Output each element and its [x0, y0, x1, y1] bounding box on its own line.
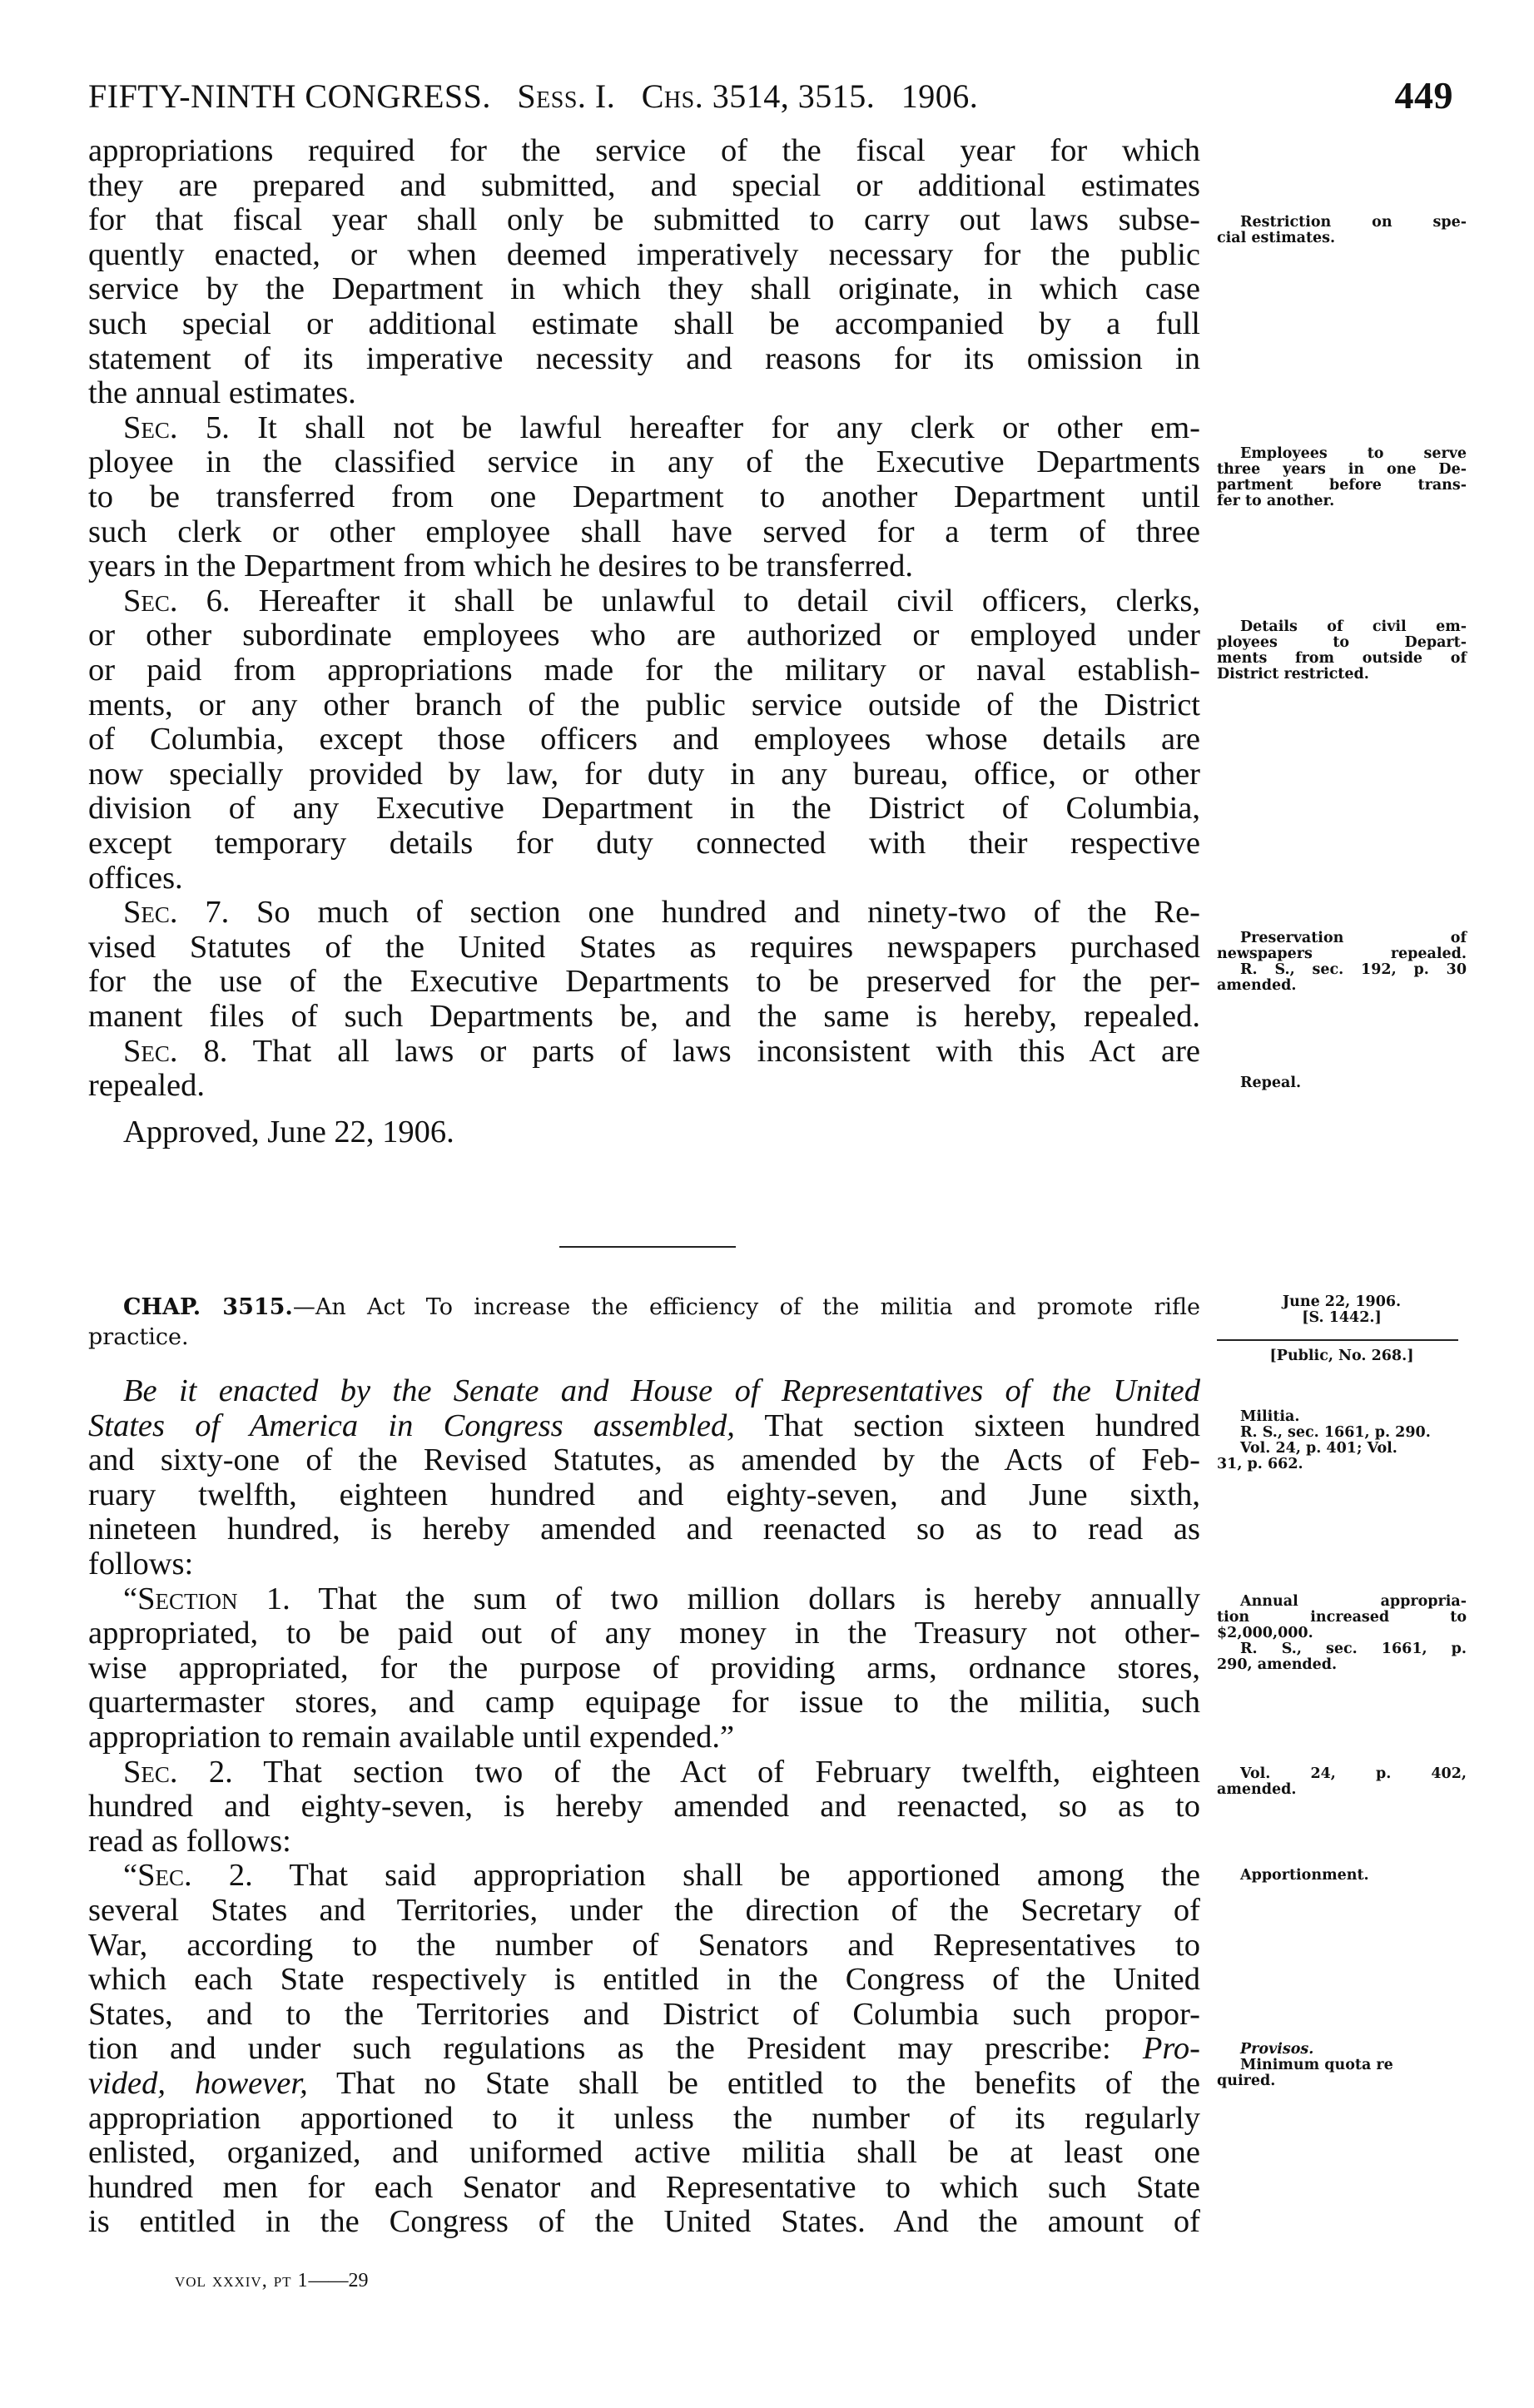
line-text: 5. It shall not be lawful hereafter for any clerk or other em-	[177, 410, 1200, 445]
text-line	[88, 202, 1200, 237]
text-line	[88, 757, 1200, 792]
text-line	[88, 1858, 1200, 1893]
line-text: ments, or any other branch of the public service outside of the District	[88, 687, 1200, 722]
line-text: now specially provided by law, for duty in any bureau, office, or other	[88, 756, 1200, 792]
line-text: to be transferred from one Department to another Department until	[88, 479, 1200, 514]
margin-note-line: newspapers repealed.	[1217, 946, 1467, 962]
text-line	[88, 1442, 1200, 1477]
margin-note-line: amended.	[1217, 977, 1297, 994]
line-text: division of any Executive Department in the District of Columbia,	[88, 791, 1200, 827]
text-line	[88, 1408, 1200, 1443]
text-line	[88, 791, 1200, 826]
margin-note-provisos	[1217, 2042, 1467, 2089]
text-line	[88, 479, 1200, 514]
text-line	[88, 618, 1200, 653]
text-line	[88, 1547, 1200, 1581]
text-line	[88, 1928, 1200, 1963]
text-line	[88, 2031, 1200, 2066]
margin-note-militia	[1217, 1409, 1467, 1472]
line-text: manent files of such Departments be, and the same is hereby, repealed.	[88, 999, 1200, 1034]
line-text: 6. Hereafter it shall be unlawful to detail civil officers, clerks,	[177, 583, 1200, 618]
text-line	[88, 1581, 1200, 1616]
text-line	[88, 2204, 1200, 2239]
text-line	[88, 1068, 1200, 1103]
line-text: 7. So much of section one hundred and ninety-two of the Re-	[177, 895, 1200, 931]
line-text: ruary twelfth, eighteen hundred and eighty-seven, and June sixth,	[88, 1477, 1200, 1512]
margin-note-date	[1217, 1294, 1467, 1326]
section-label: Sec.	[123, 583, 178, 618]
italic-text: Be it enacted by the Senate and House of Representatives of the United	[123, 1373, 1200, 1408]
header-congress: FIFTY-NINTH CONGRESS.	[88, 77, 491, 115]
line-text: 2. That said appropriation shall be apportioned among the	[191, 1858, 1200, 1894]
margin-note-line: June 22, 1906.	[1282, 1293, 1402, 1310]
line-text: such clerk or other employee shall have served for a term of three	[88, 514, 1200, 549]
text-line	[88, 1373, 1200, 1408]
line-text: hundred and eighty-seven, is hereby amended and reenacted, so as to	[88, 1789, 1200, 1825]
line-text: 1. That the sum of two million dollars is hereby annually	[237, 1581, 1200, 1616]
margin-note-line: Vol. 24, p. 402,	[1240, 1765, 1467, 1782]
page-number: 449	[1394, 74, 1453, 117]
text-line	[88, 444, 1200, 479]
margin-note-restriction	[1217, 215, 1467, 246]
margin-divider-rule	[1217, 1339, 1458, 1341]
line-text: States, and to the Territories and District of Columbia such propor-	[88, 1996, 1200, 2032]
line-text: the annual estimates.	[88, 375, 356, 411]
line-text: is entitled in the Congress of the United States. And the amount of	[88, 2204, 1200, 2240]
text-line	[88, 1789, 1200, 1824]
line-text: of Columbia, except those officers and employees whose details are	[88, 722, 1200, 757]
margin-note-line: Apportionment.	[1240, 1867, 1369, 1884]
header-year: 1906.	[901, 77, 979, 115]
line-text: appropriations required for the service of the fiscal year for which	[88, 133, 1200, 168]
text-line	[88, 2066, 1200, 2101]
text-line	[88, 306, 1200, 341]
margin-note-line: partment before trans-	[1217, 477, 1467, 494]
margin-note-line: quired.	[1217, 2073, 1276, 2089]
margin-note-line: fer to another.	[1217, 493, 1335, 509]
text-line	[88, 1962, 1200, 1997]
text-line	[88, 1477, 1200, 1512]
footer-dash: ——	[308, 2270, 349, 2291]
italic-text: vided, however,	[88, 2066, 308, 2101]
text-line	[88, 2101, 1200, 2136]
line-text: such special or additional estimate shall be accompanied by a full	[88, 306, 1200, 341]
margin-note-line: $2,000,000.	[1217, 1625, 1313, 1641]
footer-signature	[175, 2270, 369, 2292]
text-line	[88, 271, 1200, 306]
line-text: and sixty-one of the Revised Statutes, as amended by the Acts of Feb-	[88, 1442, 1200, 1478]
open-quote: “	[123, 1581, 138, 1616]
line-text: ployee in the classified service in any of the Executive Departments	[88, 444, 1200, 480]
section-label: Sec.	[123, 1033, 178, 1069]
margin-note-line: [S. 1442.]	[1302, 1309, 1382, 1326]
line-text: vised Statutes of the United States as requires newspapers purchased	[88, 929, 1200, 965]
section-divider-rule	[559, 1246, 736, 1248]
margin-note-preservation	[1217, 931, 1467, 994]
text-line	[88, 722, 1200, 757]
line-text: or paid from appropriations made for the military or naval establish-	[88, 653, 1200, 688]
margin-note-line: amended.	[1217, 1781, 1297, 1798]
margin-note-line: [Public, No. 268.]	[1269, 1348, 1414, 1364]
text-line	[88, 688, 1200, 722]
line-text: 8. That all laws or parts of laws inconsistent with this Act are	[177, 1033, 1200, 1069]
line-text: which each State respectively is entitled in the Congress of the United	[88, 1962, 1200, 1998]
running-header	[88, 74, 1453, 127]
line-text: read as follows:	[88, 1823, 291, 1859]
footer-volume: vol xxxiv, pt 1	[175, 2270, 309, 2291]
line-text: appropriated, to be paid out of any money in the Treasury not other-	[88, 1616, 1200, 1651]
margin-note-line: 290, amended.	[1217, 1656, 1338, 1673]
margin-note-line: tion increased to	[1217, 1609, 1467, 1626]
line-text: several States and Territories, under the direction of the Secretary of	[88, 1893, 1200, 1928]
text-line	[88, 549, 1200, 583]
line-text: appropriation apportioned to it unless the number of its regularly	[88, 2100, 1200, 2136]
section-label: Sec.	[123, 1754, 178, 1790]
section-label: Sec.	[137, 1858, 192, 1894]
line-text: except temporary details for duty connected with their respective	[88, 826, 1200, 861]
text-line	[88, 1115, 1200, 1149]
open-quote: “	[123, 1858, 138, 1894]
line-text: years in the Department from which he desires to be transferred.	[88, 549, 913, 584]
line-text: quartermaster stores, and camp equipage for issue to the militia, such	[88, 1685, 1200, 1720]
margin-note-line: Preservation of	[1240, 930, 1467, 946]
line-text: tion and under such regulations as the President may prescribe:	[88, 2031, 1111, 2067]
line-text: appropriation to remain available until expended.”	[88, 1720, 735, 1755]
margin-note-details-civil	[1217, 619, 1467, 683]
chapter-heading-line-2: practice.	[88, 1324, 189, 1350]
chapter-title: —An Act To increase the efficiency of the militia and promote rifle	[292, 1294, 1200, 1320]
text-line	[88, 237, 1200, 272]
margin-note-line: cial estimates.	[1217, 230, 1336, 246]
line-text: enlisted, organized, and uniformed active militia shall be at least one	[88, 2135, 1200, 2171]
text-line	[88, 1651, 1200, 1686]
header-chapters: Chs. 3514, 3515.	[641, 77, 876, 115]
text-line	[88, 1512, 1200, 1547]
text-line	[88, 999, 1200, 1034]
margin-note-line: ments from outside of	[1217, 650, 1467, 667]
line-text: Approved, June 22, 1906.	[123, 1115, 454, 1150]
text-line	[88, 895, 1200, 930]
text-line	[88, 930, 1200, 965]
text-line	[88, 1685, 1200, 1720]
line-text: wise appropriated, for the purpose of providing arms, ordnance stores,	[88, 1650, 1200, 1686]
footer-signature-number: 29	[348, 2270, 369, 2291]
text-line	[88, 341, 1200, 376]
text-line	[88, 826, 1200, 861]
text-line	[88, 1893, 1200, 1928]
margin-note-repeal	[1217, 1075, 1467, 1091]
margin-note-line: District restricted.	[1217, 666, 1369, 683]
line-text: repealed.	[88, 1068, 205, 1104]
section-label: Sec.	[123, 410, 178, 445]
line-text: That no State shall be entitled to the benefits of the	[307, 2066, 1200, 2101]
margin-note-line: 31, p. 662.	[1217, 1456, 1303, 1472]
margin-note-apportionment	[1217, 1868, 1467, 1884]
margin-note-line: ployees to Depart-	[1217, 634, 1467, 651]
margin-note-line: Annual appropria-	[1240, 1593, 1467, 1610]
italic-text: States of America in Congress assembled,	[88, 1408, 735, 1443]
header-text	[88, 77, 978, 116]
text-line	[88, 1034, 1200, 1069]
margin-note-line: Details of civil em-	[1240, 618, 1467, 635]
line-text: nineteen hundred, is hereby amended and reenacted so as to read as	[88, 1512, 1200, 1547]
margin-note-vol24	[1217, 1766, 1467, 1798]
margin-note-line: Employees to serve	[1240, 445, 1467, 462]
chapter-heading-line-1	[88, 1293, 1200, 1323]
margin-note-employees-transfer	[1217, 446, 1467, 509]
line-text: service by the Department in which they shall originate, in which case	[88, 271, 1200, 307]
section-label: Section	[137, 1581, 238, 1616]
margin-note-line: Repeal.	[1240, 1075, 1302, 1091]
margin-note-line: Vol. 24, p. 401; Vol.	[1240, 1440, 1397, 1457]
chapter-heading	[88, 1293, 1200, 1353]
chapter-number: CHAP. 3515.	[123, 1294, 293, 1320]
line-text: follows:	[88, 1547, 194, 1581]
text-line	[88, 1997, 1200, 2032]
text-line	[88, 1824, 1200, 1859]
margin-note-line: Minimum quota re	[1240, 2057, 1393, 2073]
margin-note-line: three years in one De-	[1217, 461, 1467, 478]
text-line	[88, 583, 1200, 618]
margin-note-line: Restriction on spe-	[1240, 214, 1467, 231]
line-text: quently enacted, or when deemed imperatively necessary for the public	[88, 236, 1200, 272]
text-line	[88, 410, 1200, 445]
text-line	[88, 964, 1200, 999]
text-line	[88, 1755, 1200, 1790]
text-line	[88, 861, 1200, 896]
text-line	[88, 133, 1200, 168]
text-line	[88, 168, 1200, 203]
line-text: That section sixteen hundred	[734, 1408, 1200, 1443]
text-line	[88, 375, 1200, 410]
margin-note-public-no	[1217, 1348, 1467, 1364]
text-line	[88, 1720, 1200, 1755]
margin-note-line: Militia.	[1240, 1408, 1300, 1425]
line-text: hundred men for each Senator and Representative to which such State	[88, 2169, 1200, 2205]
line-text: or other subordinate employees who are authorized or employed under	[88, 618, 1200, 653]
margin-note-line: R. S., sec. 1661, p.	[1240, 1641, 1467, 1657]
margin-note-line: R. S., sec. 1661, p. 290.	[1240, 1424, 1431, 1441]
margin-note-line: Provisos.	[1240, 2041, 1314, 2058]
text-line	[88, 1616, 1200, 1651]
line-text: for the use of the Executive Departments to be preserved for the per-	[88, 964, 1200, 1000]
section-label: Sec.	[123, 895, 178, 931]
margin-note-annual-appropriation	[1217, 1594, 1467, 1673]
line-text: statement of its imperative necessity and reasons for its omission in	[88, 340, 1200, 376]
italic-text: Pro-	[1110, 2031, 1200, 2067]
text-line	[88, 2170, 1200, 2205]
line-text: 2. That section two of the Act of February twelfth, eighteen	[177, 1754, 1200, 1790]
margin-note-line: R. S., sec. 192, p. 30	[1240, 961, 1467, 978]
line-text: War, according to the number of Senators and Representatives to	[88, 1927, 1200, 1963]
line-text: they are prepared and submitted, and special or additional estimates	[88, 167, 1200, 203]
line-text: offices.	[88, 860, 183, 896]
text-line	[88, 514, 1200, 549]
text-line	[88, 2135, 1200, 2170]
text-line	[88, 653, 1200, 688]
line-text: for that fiscal year shall only be submitted to carry out laws subse-	[88, 202, 1200, 238]
header-session: Sess. I.	[517, 77, 616, 115]
